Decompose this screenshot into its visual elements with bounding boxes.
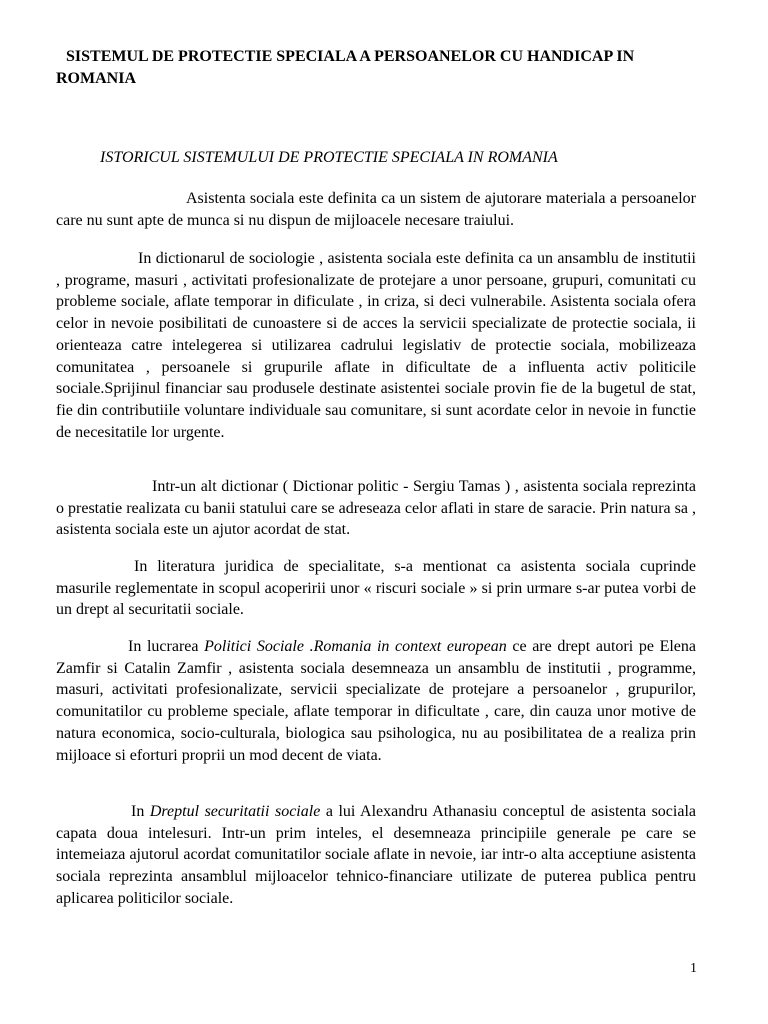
paragraph-5-rest: ce are drept autori pe Elena Zamfir si Catalin Zamfir , asistenta sociala desemneaza un ansamblu de institutii , programme, masuri, activitati profesionalizate, servicii specializate de protejare a persoanelor , grupurilor, comunitatilor cu probleme speciale, aflate temporar in dificultate , care, din cauza unor motive de natura economica, socio-culturala, biologica sau psihologica, nu au posibilitatea de a realiza prin mijloace si eforturi proprii un mod decent de viata. bbox=[56, 638, 696, 764]
paragraph-5 bbox=[56, 636, 696, 766]
paragraph-6-lead: In bbox=[131, 803, 150, 820]
paragraph-2: In dictionarul de sociologie , asistenta sociala este definita ca un ansamblu de institutii , programe, masuri , activitati profesionalizate de protejare a unor persoane, grupuri, comunitati cu probleme sociale, aflate temporar in dificulate , in criza, si deci vulnerabile. Asistenta sociala ofera celor in nevoie posibilitati de cunoastere si de acces la servicii specializate de protectie sociala, ii orienteaza catre intelegerea si utilizarea cadrului legislativ de protectie sociala, mobilizeaza comunitatea , persoanele si grupurile aflate in dificultate de a influenta activ politicile sociale.Sprijinul financiar sau produsele destinate asistentei sociale provin fie de la bugetul de stat, fie din contributiile voluntare individuale sau comunitare, si sunt acordate celor in nevoie in functie de necesitatile lor urgente. bbox=[56, 250, 696, 441]
paragraph-3: Intr-un alt dictionar ( Dictionar politic - Sergiu Tamas ) , asistenta sociala reprezinta o prestatie realizata cu banii statului care se adreseaza celor aflati in stare de saracie. Prin natura sa , asistenta sociala este un ajutor acordat de stat. bbox=[56, 478, 696, 539]
paragraph-5-lead: In lucrarea bbox=[128, 638, 205, 655]
book-title-politici-sociale: Politici Sociale .Romania in context european bbox=[204, 638, 507, 655]
paragraph-6 bbox=[56, 801, 696, 910]
paragraph-6-rest: a lui Alexandru Athanasiu conceptul de asistenta sociala capata doua intelesuri. Intr-un prim inteles, el desemneaza principiile generale pe care se intemeiaza ajutorul acordat comunitatilor sociale aflate in nevoie, iar intr-o alta acceptiune asistenta sociala reprezinta ansamblul mijloacelor tehnico-financiare utilizate de puterea publica pentru aplicarea politicilor sociale. bbox=[56, 803, 696, 907]
section-subtitle: ISTORICUL SISTEMULUI DE PROTECTIE SPECIALA IN ROMANIA bbox=[100, 149, 558, 166]
book-title-dreptul-securitatii-sociale: Dreptul securitatii sociale bbox=[149, 803, 321, 820]
page-number: 1 bbox=[690, 961, 697, 976]
paragraph-1: Asistenta sociala este definita ca un sistem de ajutorare materiala a persoanelor care nu sunt apte de munca si nu dispun de mijloacele necesare traiului. bbox=[56, 190, 696, 229]
paragraph-4: In literatura juridica de specialitate, s-a mentionat ca asistenta sociala cuprinde masurile reglementate in scopul acoperirii unor « riscuri sociale » si prin urmare s-ar putea vorbi de un drept al securitatii sociale. bbox=[56, 558, 696, 619]
document-title: SISTEMUL DE PROTECTIE SPECIALA A PERSOANELOR CU HANDICAP IN ROMANIA bbox=[56, 48, 635, 87]
